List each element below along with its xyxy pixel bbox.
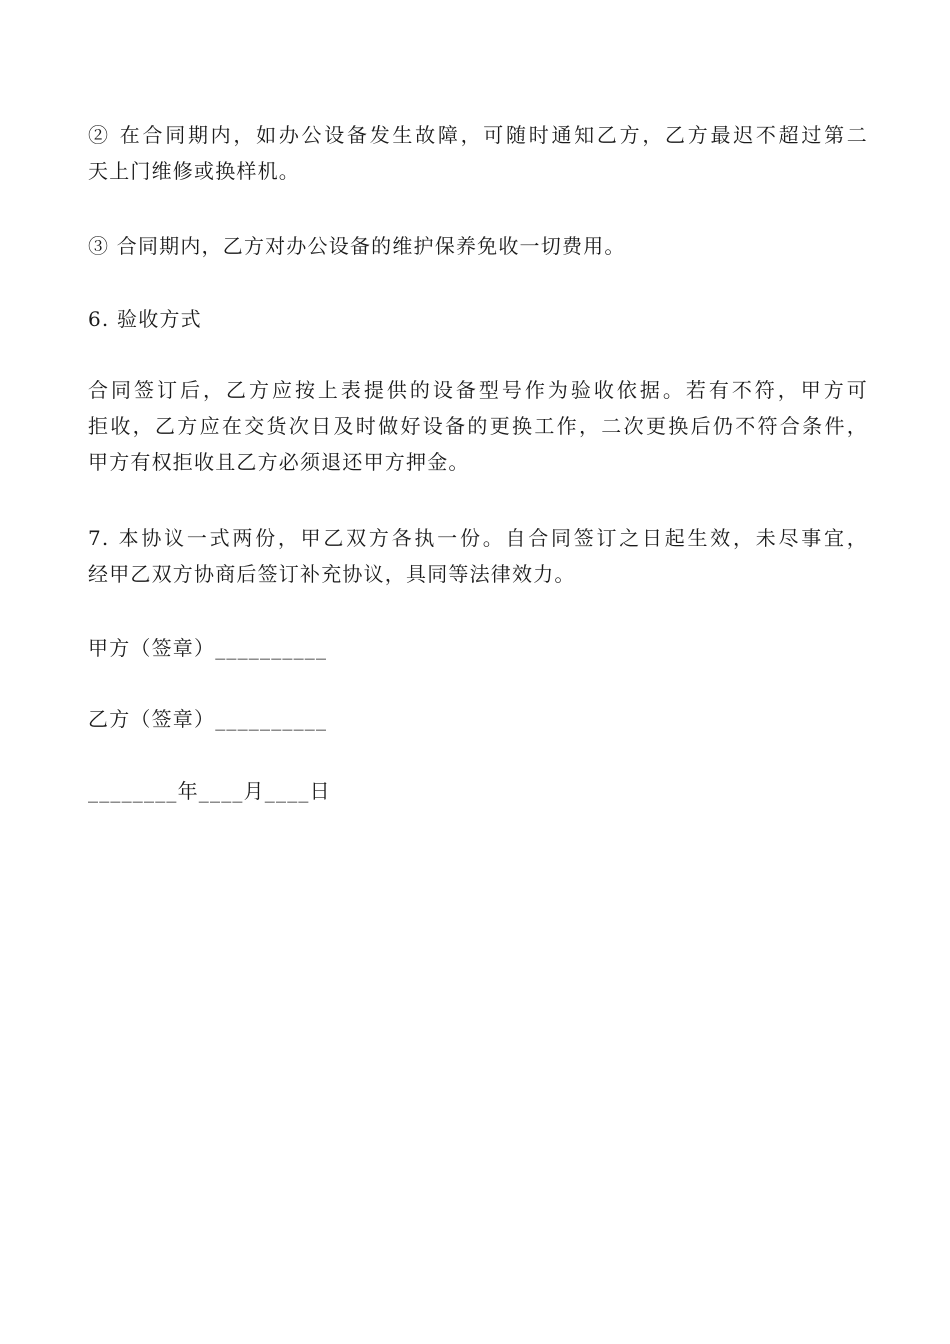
paragraph-line: ③ 合同期内，乙方对办公设备的维护保养免收一切费用。 [88,234,626,258]
paragraph-line: 合同签订后，乙方应按上表提供的设备型号作为验收依据。若有不符，甲方可 [88,378,868,402]
paragraph-item-7 [88,520,868,592]
paragraph-line: ② 在合同期内，如办公设备发生故障，可随时通知乙方，乙方最迟不超过第二 [88,123,868,147]
paragraph-acceptance [88,372,868,480]
paragraph-item-2 [88,117,868,189]
paragraph-line: 拒收，乙方应在交货次日及时做好设备的更换工作，二次更换后仍不符合条件， [88,414,868,438]
paragraph-line: 天上门维修或换样机。 [88,159,300,183]
paragraph-line: 7. 本协议一式两份，甲乙双方各执一份。自合同签订之日起生效，未尽事宜， [88,526,868,550]
paragraph-item-3 [88,228,868,264]
party-a-signature: 甲方（签章）__________ [88,636,328,660]
section-heading-acceptance [88,301,868,337]
heading-line: 6. 验收方式 [88,307,202,331]
signature-date: ________年____月____日 [88,779,331,803]
paragraph-line: 经甲乙双方协商后签订补充协议，具同等法律效力。 [88,562,576,586]
party-b-signature: 乙方（签章）__________ [88,707,328,731]
paragraph-line: 甲方有权拒收且乙方必须退还甲方押金。 [88,450,470,474]
